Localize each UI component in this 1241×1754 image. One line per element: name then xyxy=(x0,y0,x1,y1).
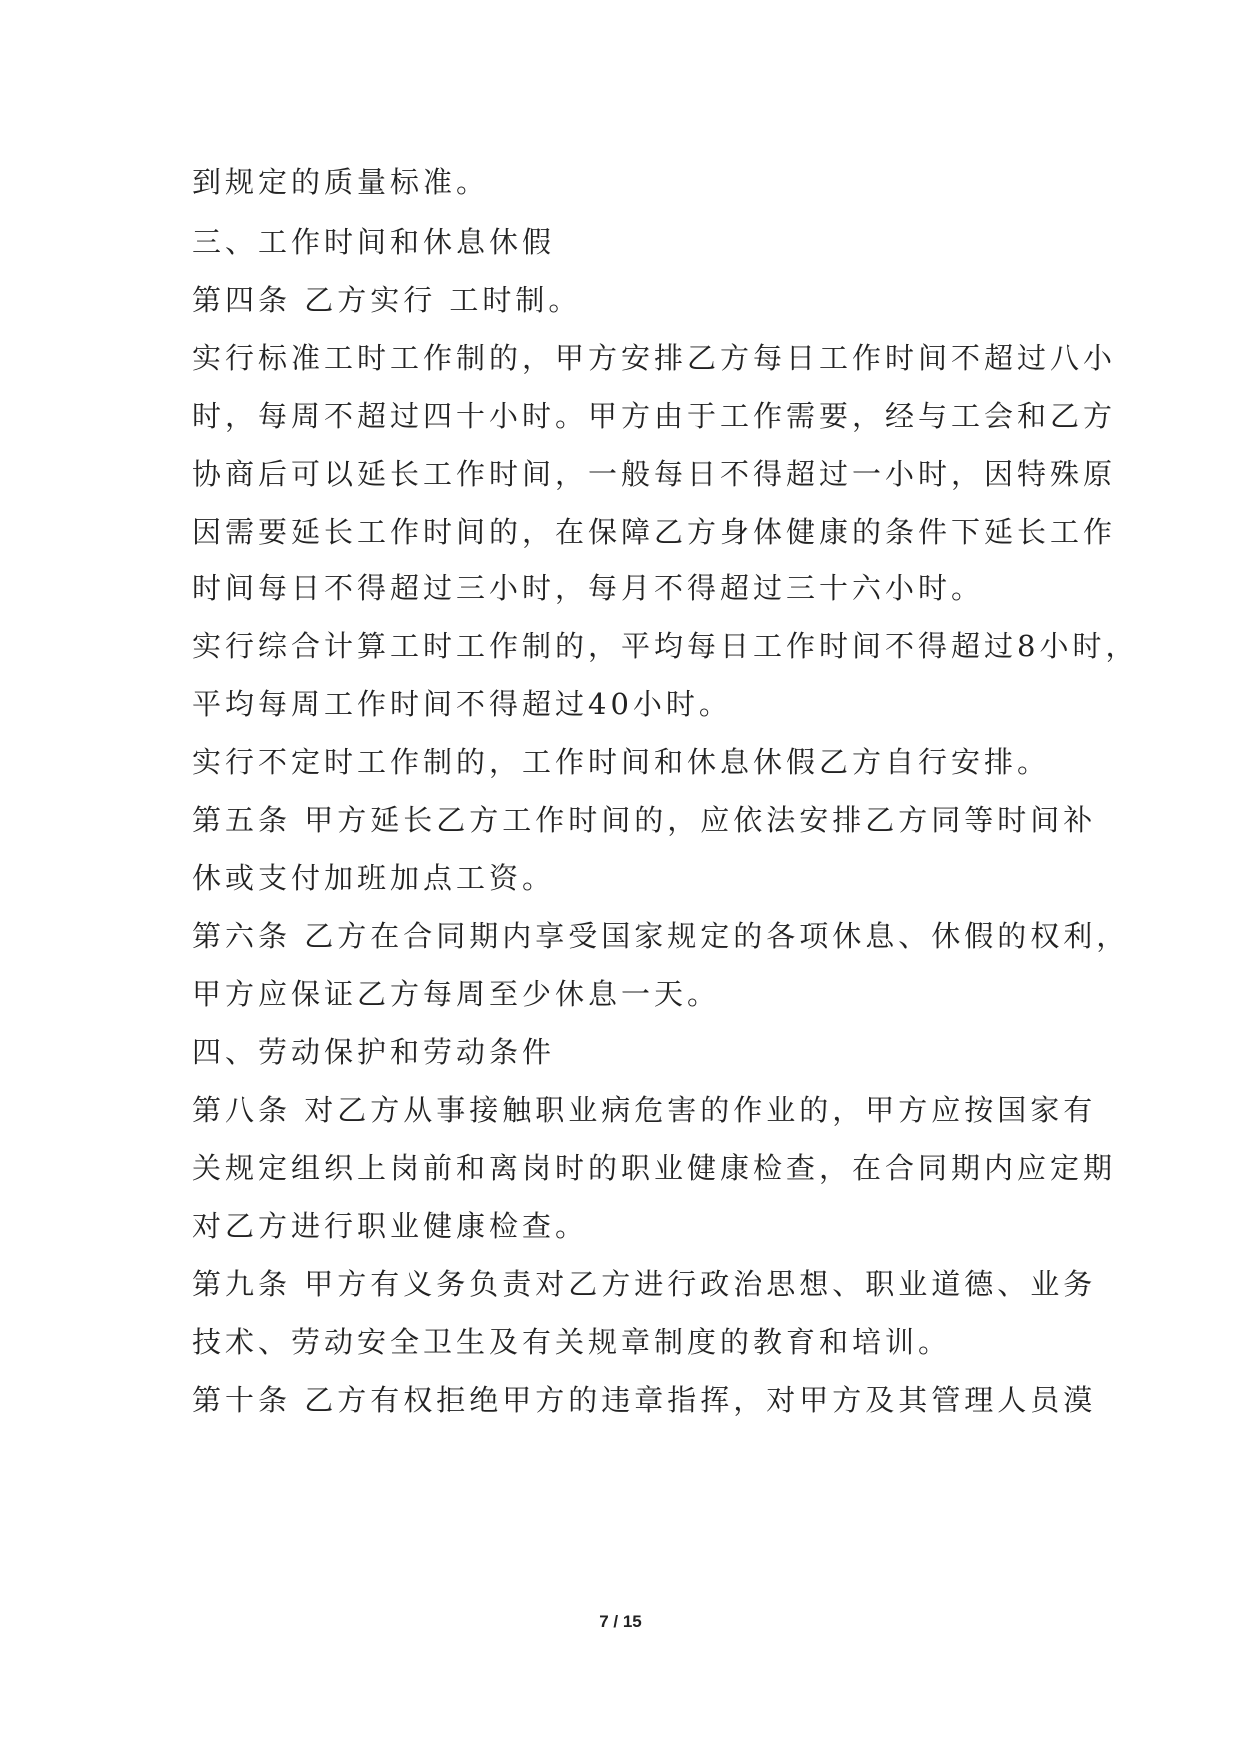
text-line: 第四条 乙方实行 工时制。 xyxy=(192,283,582,317)
page-number: 7 / 15 xyxy=(599,1612,642,1631)
text-line: 时，每周不超过四十小时。甲方由于工作需要，经与工会和乙方 xyxy=(192,399,1117,433)
section-heading: 三、工作时间和休息休假 xyxy=(192,225,556,259)
text-line: 第五条 甲方延长乙方工作时间的，应依法安排乙方同等时间补 xyxy=(192,803,1097,837)
text-line: 对乙方进行职业健康检查。 xyxy=(192,1209,589,1243)
text-line: 时间每日不得超过三小时，每月不得超过三十六小时。 xyxy=(192,571,985,605)
text-line: 平均每周工作时间不得超过40小时。 xyxy=(192,687,732,721)
text-line: 第八条 对乙方从事接触职业病危害的作业的，甲方应按国家有 xyxy=(192,1093,1097,1127)
text-line: 关规定组织上岗前和离岗时的职业健康检查，在合同期内应定期 xyxy=(192,1151,1117,1185)
text-line: 到规定的质量标准。 xyxy=(192,165,490,199)
text-line: 因需要延长工作时间的，在保障乙方身体健康的条件下延长工作 xyxy=(192,515,1117,549)
text-line: 实行综合计算工时工作制的，平均每日工作时间不得超过8小时， xyxy=(192,629,1139,663)
text-line: 第九条 甲方有义务负责对乙方进行政治思想、职业道德、业务 xyxy=(192,1267,1097,1301)
text-line: 技术、劳动安全卫生及有关规章制度的教育和培训。 xyxy=(192,1325,952,1359)
text-line: 实行标准工时工作制的，甲方安排乙方每日工作时间不超过八小 xyxy=(192,341,1117,375)
text-line: 第六条 乙方在合同期内享受国家规定的各项休息、休假的权利， xyxy=(192,919,1130,953)
text-line: 第十条 乙方有权拒绝甲方的违章指挥，对甲方及其管理人员漠 xyxy=(192,1383,1097,1417)
text-line: 协商后可以延长工作时间，一般每日不得超过一小时，因特殊原 xyxy=(192,457,1117,491)
text-line: 实行不定时工作制的，工作时间和休息休假乙方自行安排。 xyxy=(192,745,1051,779)
text-line: 甲方应保证乙方每周至少休息一天。 xyxy=(192,977,721,1011)
text-line: 休或支付加班加点工资。 xyxy=(192,861,556,895)
section-heading: 四、劳动保护和劳动条件 xyxy=(192,1035,556,1069)
